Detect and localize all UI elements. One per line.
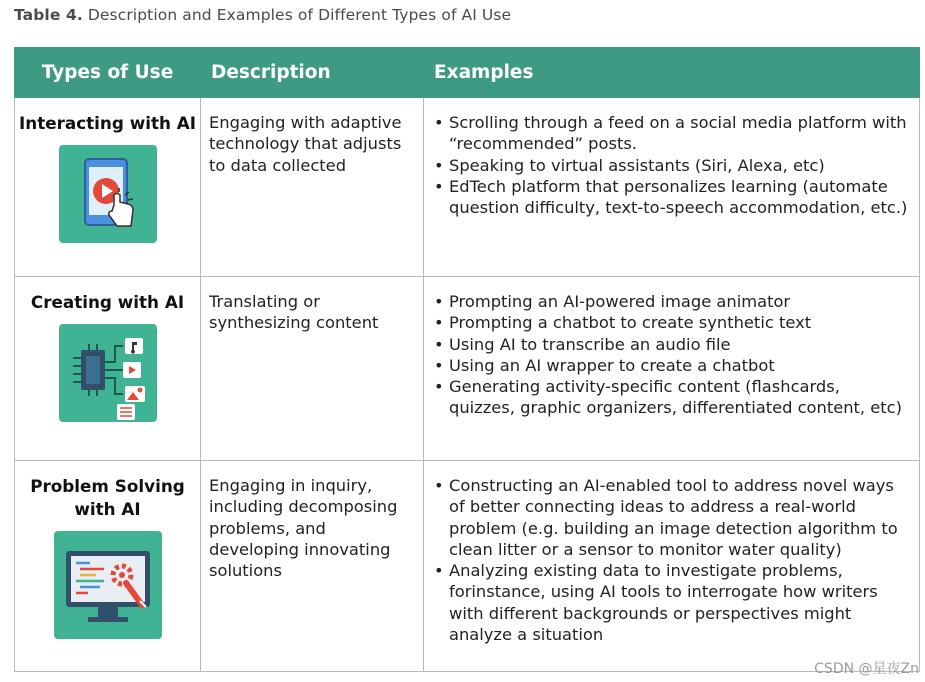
list-item: • EdTech platform that personalizes learning (automate question difficulty, text-to-speech accommodation, etc.) [432, 176, 909, 219]
type-name: Creating with AI [30, 292, 185, 312]
examples-list [432, 475, 909, 645]
header-row [15, 48, 920, 98]
chip-media-output-icon [59, 324, 157, 422]
type-cell [15, 98, 201, 277]
examples-cell [424, 461, 920, 672]
tablet-touch-play-icon [59, 145, 157, 243]
header-description: Description [201, 48, 424, 98]
list-item: • Using an AI wrapper to create a chatbot [432, 355, 909, 376]
header-types: Types of Use [15, 48, 201, 98]
table-row [15, 461, 920, 672]
list-item: • Speaking to virtual assistants (Siri, Alexa, etc) [432, 155, 909, 176]
header-examples: Examples [424, 48, 920, 98]
description-cell: Translating or synthesizing content [201, 277, 424, 461]
list-item: • Analyzing existing data to investigate problems, forinstance, using AI tools to interrogate how writers with different backgrounds or perspectives might analyze a situation [432, 560, 909, 645]
type-cell [15, 461, 201, 672]
description-cell: Engaging with adaptive technology that adjusts to data collected [201, 98, 424, 277]
description-cell: Engaging in inquiry, including decomposing problems, and developing innovating solutions [201, 461, 424, 672]
examples-list [432, 291, 909, 419]
table-row [15, 277, 920, 461]
list-item: • Prompting an AI-powered image animator [432, 291, 909, 312]
list-item: • Constructing an AI-enabled tool to address novel ways of better connecting ideas to address a real-world problem (e.g. building an image detection algorithm to clean litter or a sensor to monitor water quality) [432, 475, 909, 560]
type-name: Problem Solving with AI [30, 476, 185, 519]
type-name: Interacting with AI [19, 113, 197, 133]
list-item: • Generating activity-specific content (flashcards, quizzes, graphic organizers, differentiated content, etc) [432, 376, 909, 419]
table-row [15, 98, 920, 277]
watermark: CSDN @星夜Zn [814, 661, 919, 677]
table-caption [14, 6, 511, 24]
monitor-code-wrench-icon [54, 531, 162, 639]
examples-cell [424, 98, 920, 277]
examples-cell [424, 277, 920, 461]
caption-label: Table 4. [14, 6, 83, 24]
list-item: • Prompting a chatbot to create synthetic text [432, 312, 909, 333]
list-item: • Scrolling through a feed on a social media platform with “recommended” posts. [432, 112, 909, 155]
caption-text: Description and Examples of Different Types of AI Use [87, 6, 512, 24]
list-item: • Using AI to transcribe an audio file [432, 334, 909, 355]
examples-list [432, 112, 909, 218]
ai-use-table [14, 47, 920, 672]
type-cell [15, 277, 201, 461]
